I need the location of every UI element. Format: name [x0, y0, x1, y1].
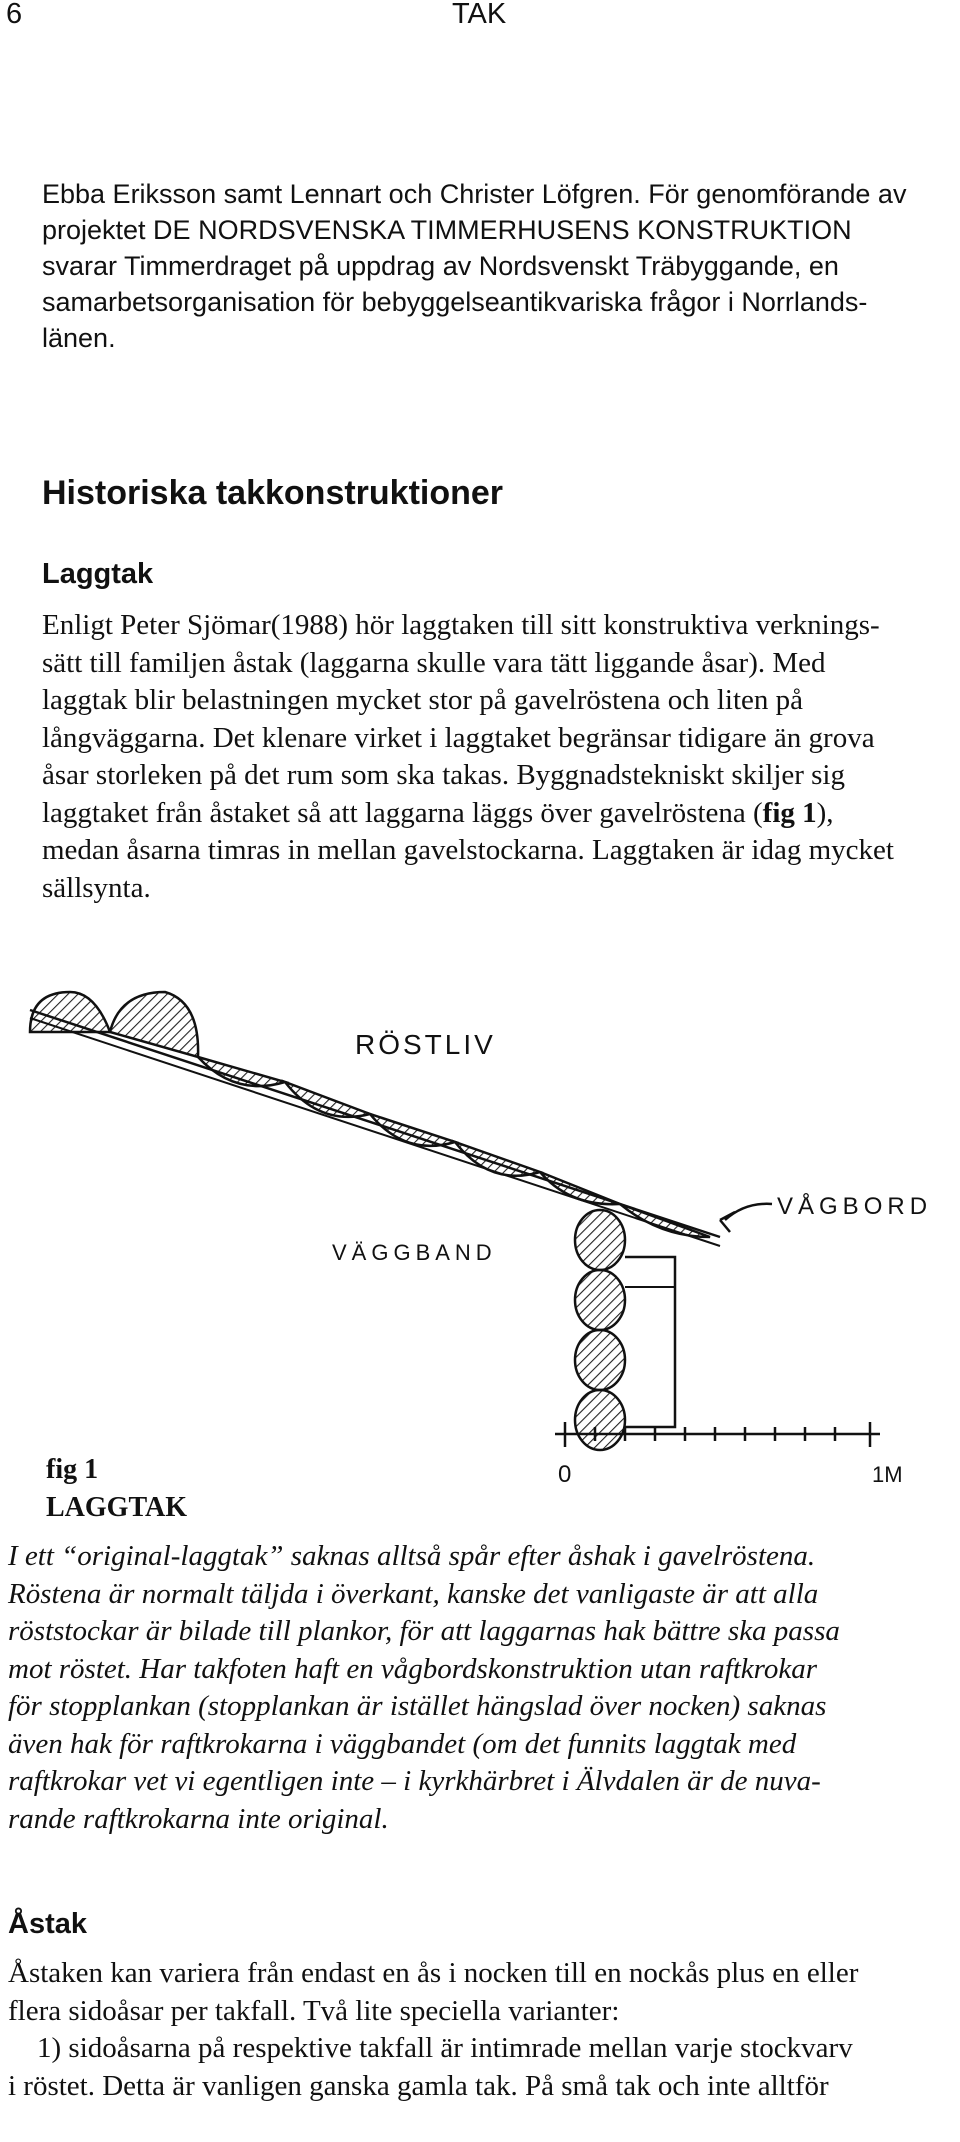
text-line: samarbetsorganisation för bebyggelseantikvariska frågor i Norrlands- — [42, 287, 868, 317]
text-line: röststockar är bilade till plankor, för att laggarnas hak bättre ska passa — [8, 1615, 840, 1647]
text-line: sällsynta. — [42, 871, 151, 904]
text-line: Ebba Eriksson samt Lennart och Christer Löfgren. För genomförande av — [42, 179, 907, 209]
text-line: flera sidoåsar per takfall. Två lite speciella varianter: — [8, 1994, 620, 2027]
text-line — [42, 795, 922, 833]
astak-heading: Åstak — [8, 1908, 87, 1940]
text-line: projektet DE NORDSVENSKA TIMMERHUSENS KONSTRUKTION — [42, 215, 852, 245]
text-line: Enligt Peter Sjömar(1988) hör laggtaken till sitt konstruktiva verknings- — [42, 609, 880, 641]
laggtak-heading: Laggtak — [42, 558, 154, 590]
laggtak-paragraph — [42, 607, 922, 907]
text-line: sätt till familjen åstak (laggarna skulle vara tätt liggande åsar). Med — [42, 646, 826, 679]
laggtak-figure — [20, 982, 930, 1522]
text-line: för stopplankan (stopplankan är istället hängslad över nocken) saknas — [8, 1690, 827, 1722]
vagbord-label: VÅGBORD — [777, 1193, 930, 1220]
vagbord-arrow — [725, 1204, 772, 1220]
text-line: även hak för raftkrokarna i väggbandet (om det funnits laggtak med — [8, 1727, 797, 1760]
text-line: 1) sidoåsarna på respektive takfall är intimrade mellan varje stockvarv — [8, 2032, 853, 2064]
running-title: TAK — [452, 0, 507, 30]
caption-paragraph — [8, 1538, 928, 1838]
intro-paragraph — [42, 176, 922, 356]
page-number: 6 — [6, 0, 23, 30]
text-line: Åstaken kan variera från endast en ås i nocken till en nockås plus en eller — [8, 1957, 859, 1989]
text-line: Röstena är normalt täljda i överkant, kanske det vanligaste är att alla — [8, 1577, 819, 1610]
text-line: laggtak blir belastningen mycket stor på gavelröstena och liten på — [42, 684, 804, 716]
text-line: medan åsarna timras in mellan gavelstockarna. Laggtaken är idag mycket — [42, 834, 894, 866]
text-segment: ), — [816, 796, 834, 829]
rostliv-label: RÖSTLIV — [355, 1029, 496, 1060]
astak-paragraph — [8, 1955, 928, 2105]
wall-logs — [575, 1210, 625, 1450]
text-line: I ett “original-laggtak” saknas alltså spår efter åshak i gavelröstena. — [8, 1540, 816, 1572]
section-title: Historiska takkonstruktioner — [42, 474, 504, 512]
text-line: länen. — [42, 323, 116, 353]
wallband-board — [625, 1257, 675, 1427]
scale-end-label: 1M — [872, 1462, 903, 1487]
text-line: rande raftkrokarna inte original. — [8, 1802, 389, 1835]
text-line: svarar Timmerdraget på uppdrag av Nordsvenskt Träbyggande, en — [42, 251, 839, 281]
figure-number: fig 1 — [46, 1454, 99, 1485]
text-line: mot röstet. Har takfoten haft en vågbordskonstruktion utan raftkrokar — [8, 1652, 817, 1685]
text-line: raftkrokar vet vi egentligen inte – i kyrkhärbret i Älvdalen är de nuva- — [8, 1765, 821, 1797]
laggtak-drawing — [20, 982, 930, 1522]
scale-start-label: 0 — [558, 1461, 572, 1488]
text-line: långväggarna. Det klenare virket i laggtaket begränsar tidigare än grova — [42, 721, 875, 754]
figure-title: LAGGTAK — [46, 1492, 188, 1523]
vaggband-label: VÄGGBAND — [332, 1240, 497, 1265]
page-header — [0, 0, 960, 40]
text-line: åsar storleken på det rum som ska takas. Byggnadstekniskt skiljer sig — [42, 759, 845, 791]
text-line: i röstet. Detta är vanligen ganska gamla tak. På små tak och inte alltför — [8, 2069, 829, 2102]
figure-reference: fig 1 — [762, 796, 817, 829]
text-segment: laggtaket från åstaket så att laggarna läggs över gavelröstena ( — [42, 796, 763, 829]
